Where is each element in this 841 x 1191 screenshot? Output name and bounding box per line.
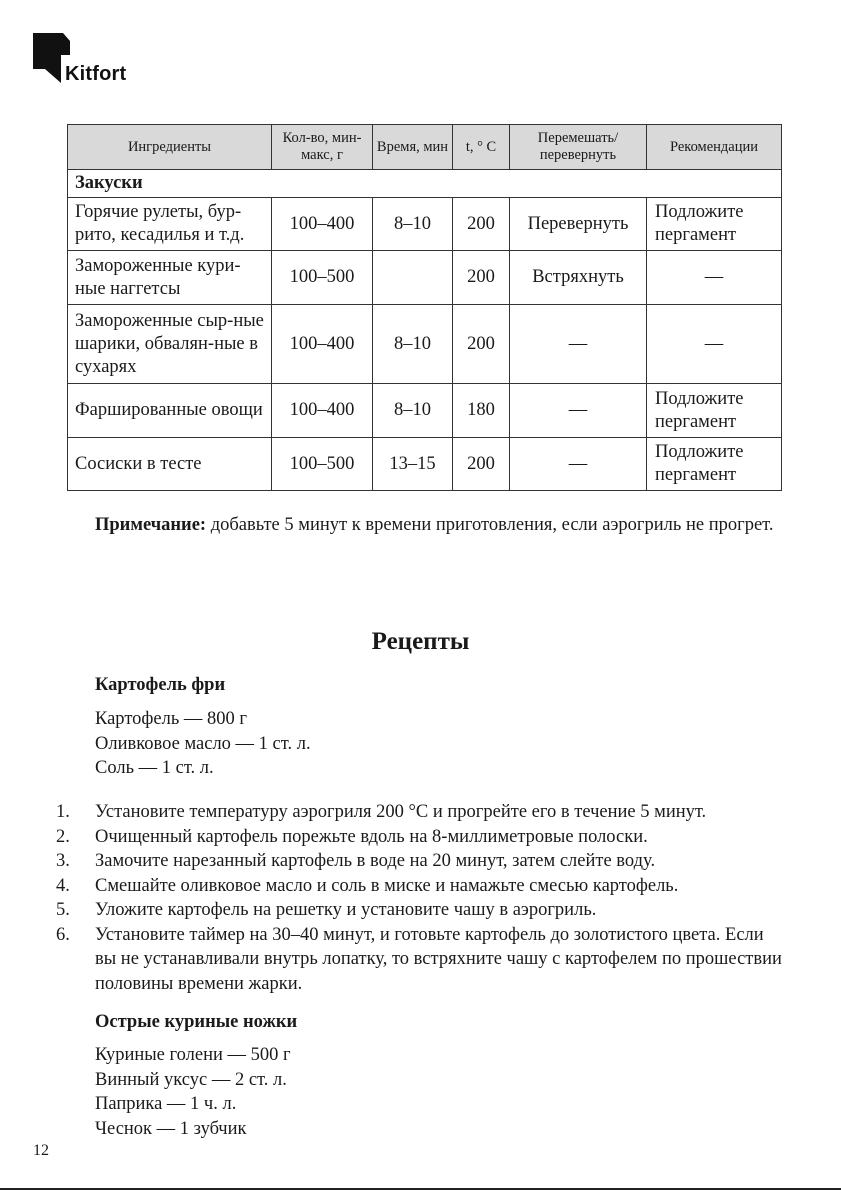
step-item: 2. Очищенный картофель порежьте вдоль на 8-миллиметровые полоски. bbox=[56, 826, 648, 847]
cell-action: — bbox=[510, 438, 647, 491]
cell-recommendation: Подложите пергамент bbox=[647, 384, 782, 438]
header-time: Время, мин bbox=[373, 125, 453, 170]
cell-ingredient: Сосиски в тесте bbox=[68, 438, 272, 491]
header-action: Перемешать/ перевернуть bbox=[510, 125, 647, 170]
step-text: Замочите нарезанный картофель в воде на 20 минут, затем слейте воду. bbox=[95, 851, 656, 871]
cell-temp: 200 bbox=[453, 198, 510, 251]
cell-ingredient: Замороженные сыр-ные шарики, обвалян-ные в сухарях bbox=[68, 305, 272, 384]
section-title: Закуски bbox=[68, 170, 782, 198]
step-text: Установите таймер на 30–40 минут, и готовьте картофель до золотистого цвета. Если вы не устанавливали внутрь лопатку, то встряхните чашу с картофелем по прошествии половины времени жарки. bbox=[95, 924, 782, 994]
list-item: Паприка — 1 ч. л. bbox=[95, 1094, 237, 1114]
recipe-title-chicken-legs: Острые куриные ножки bbox=[95, 1012, 298, 1032]
header-ingredients: Ингредиенты bbox=[68, 125, 272, 170]
cell-action: Встряхнуть bbox=[510, 251, 647, 305]
brand-logo bbox=[33, 33, 143, 85]
cell-amount: 100–400 bbox=[272, 384, 373, 438]
cell-time: 13–15 bbox=[373, 438, 453, 491]
cell-time bbox=[373, 251, 453, 305]
cell-temp: 180 bbox=[453, 384, 510, 438]
cell-ingredient: Фаршированные овощи bbox=[68, 384, 272, 438]
note-text: добавьте 5 минут к времени приготовления, если аэрогриль не прогрет. bbox=[206, 515, 774, 535]
fries-ingredients-list bbox=[95, 707, 311, 781]
cell-temp: 200 bbox=[453, 251, 510, 305]
cell-action: — bbox=[510, 384, 647, 438]
cell-recommendation: — bbox=[647, 251, 782, 305]
step-text: Установите температуру аэрогриля 200 °С и прогрейте его в течение 5 минут. bbox=[95, 802, 707, 822]
table-row bbox=[68, 305, 782, 384]
step-item: 1. Установите температуру аэрогриля 200 °С и прогрейте его в течение 5 минут. bbox=[56, 802, 707, 822]
note-paragraph bbox=[67, 513, 781, 537]
cell-time: 8–10 bbox=[373, 305, 453, 384]
page-bottom-border bbox=[0, 1188, 841, 1190]
table-row bbox=[68, 384, 782, 438]
recipes-heading: Рецепты bbox=[371, 628, 470, 655]
step-item: 5. Уложите картофель на решетку и установите чашу в аэрогриль. bbox=[56, 900, 597, 920]
step-item: 6. Установите таймер на 30–40 минут, и готовьте картофель до золотистого цвета. Если вы не устанавливали внутрь лопатку, то встряхните чашу с картофелем по прошествии половины времени жарки. bbox=[56, 924, 782, 994]
cell-amount: 100–500 bbox=[272, 251, 373, 305]
step-item: 3. Замочите нарезанный картофель в воде на 20 минут, затем слейте воду. bbox=[56, 851, 656, 871]
cell-action: Перевернуть bbox=[510, 198, 647, 251]
table-row bbox=[68, 251, 782, 305]
recipe-title-fries: Картофель фри bbox=[95, 675, 226, 695]
note-label: Примечание: bbox=[95, 515, 207, 535]
cell-recommendation: Подложите пергамент bbox=[647, 198, 782, 251]
cell-time: 8–10 bbox=[373, 384, 453, 438]
list-item: Картофель — 800 г bbox=[95, 709, 247, 729]
cell-recommendation: Подложите пергамент bbox=[647, 438, 782, 491]
cell-time: 8–10 bbox=[373, 198, 453, 251]
page-number: 12 bbox=[33, 1142, 49, 1159]
cell-amount: 100–500 bbox=[272, 438, 373, 491]
step-text: Очищенный картофель порежьте вдоль на 8-миллиметровые полоски. bbox=[95, 826, 648, 847]
table-header-row bbox=[68, 125, 782, 170]
cell-temp: 200 bbox=[453, 438, 510, 491]
step-text: Уложите картофель на решетку и установите чашу в аэрогриль. bbox=[95, 900, 597, 920]
list-item: Оливковое масло — 1 ст. л. bbox=[95, 733, 311, 754]
cell-action: — bbox=[510, 305, 647, 384]
list-item: Винный уксус — 2 ст. л. bbox=[95, 1069, 287, 1090]
list-item: Чеснок — 1 зубчик bbox=[95, 1118, 247, 1139]
header-recommendations: Рекомендации bbox=[647, 125, 782, 170]
cell-amount: 100–400 bbox=[272, 305, 373, 384]
legs-ingredients-list bbox=[95, 1043, 291, 1141]
header-temperature: t, ° C bbox=[453, 125, 510, 170]
table-row bbox=[68, 198, 782, 251]
step-text: Смешайте оливковое масло и соль в миске и намажьте смесью картофель. bbox=[95, 875, 679, 896]
table-row bbox=[68, 438, 782, 491]
cell-recommendation: — bbox=[647, 305, 782, 384]
fries-steps-list bbox=[56, 800, 786, 996]
list-item: Куриные голени — 500 г bbox=[95, 1045, 291, 1065]
cooking-table bbox=[67, 124, 782, 491]
brand-name: Kitfort bbox=[65, 63, 127, 85]
cell-ingredient: Замороженные кури-ные наггетсы bbox=[68, 251, 272, 305]
cell-ingredient: Горячие рулеты, бур-рито, кесадилья и т.д. bbox=[68, 198, 272, 251]
header-amount: Кол-во, мин-макс, г bbox=[272, 125, 373, 170]
cell-amount: 100–400 bbox=[272, 198, 373, 251]
list-item: Соль — 1 ст. л. bbox=[95, 758, 214, 778]
cell-temp: 200 bbox=[453, 305, 510, 384]
step-item: 4. Смешайте оливковое масло и соль в миске и намажьте смесью картофель. bbox=[56, 875, 679, 896]
section-row bbox=[68, 170, 782, 198]
